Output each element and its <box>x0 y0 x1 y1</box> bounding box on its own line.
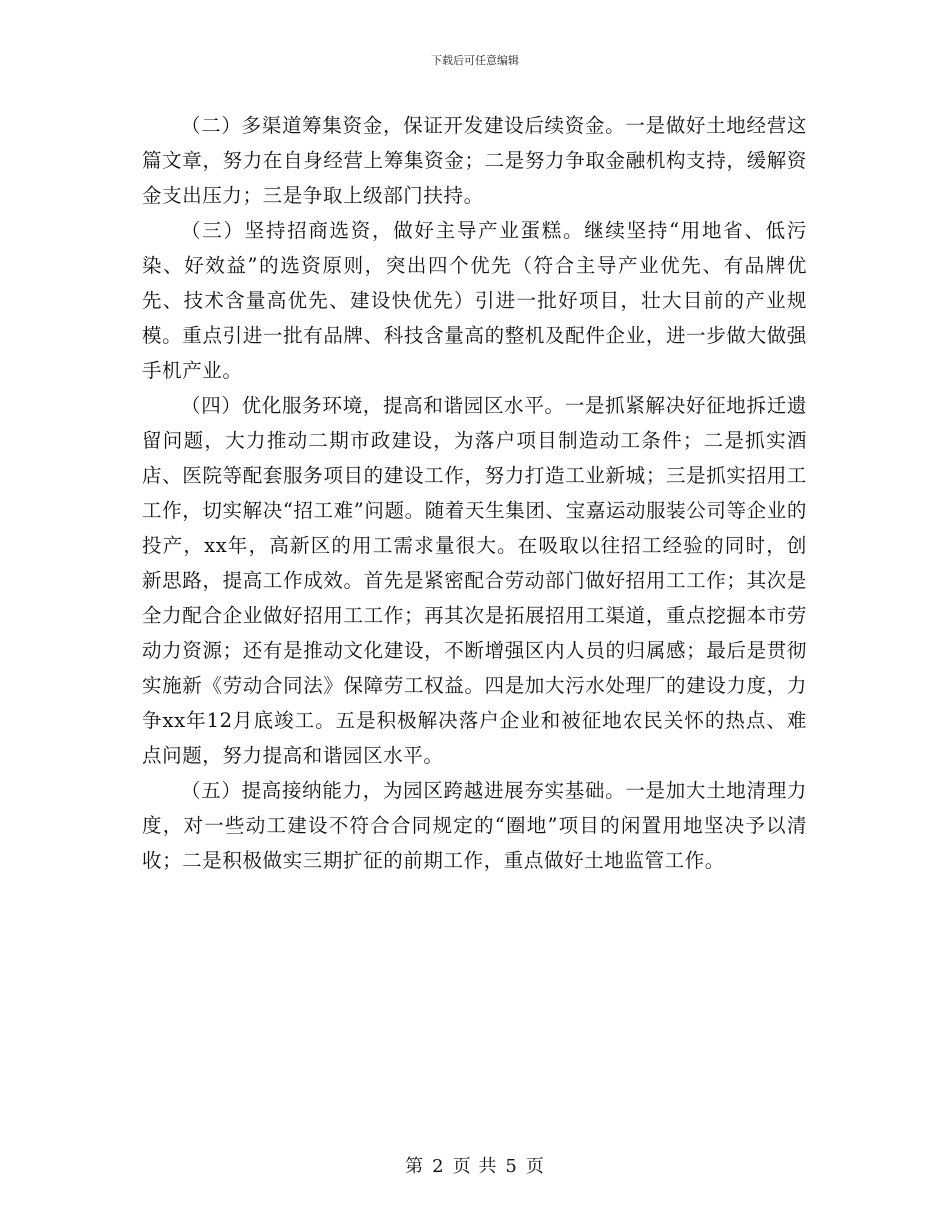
paragraph-3: （三）坚持招商选资，做好主导产业蛋糕。继续坚持“用地省、低污染、好效益”的选资原则，突出四个优先（符合主导产业优先、有品牌优先、技术含量高优先、建设快优先）引进一批好项目，壮大目前的产业规模。重点引进一批有品牌、科技含量高的整机及配件企业，进一步做大做强手机产业。 <box>142 219 807 382</box>
paragraph-5: （五）提高接纳能力，为园区跨越进展夯实基础。一是加大土地清理力度，对一些动工建设不符合合同规定的“圈地”项目的闲置用地坚决予以清收；二是积极做实三期扩征的前期工作，重点做好土地监管工作。 <box>142 779 807 872</box>
footer-total-pages: 5 <box>505 1156 518 1177</box>
footer-suffix: 页 <box>525 1156 545 1177</box>
document-body <box>142 108 807 878</box>
page-header-note: 下载后可任意编辑 <box>431 54 519 67</box>
paragraph-4: （四）优化服务环境，提高和谐园区水平。一是抓紧解决好征地拆迁遗留问题，大力推动二期市政建设，为落户项目制造动工条件；二是抓实酒店、医院等配套服务项目的建设工作，努力打造工业新城；三是抓实招用工工作，切实解决“招工难”问题。随着天生集团、宝嘉运动服装公司等企业的投产，xx年，高新区的用工需求量很大。在吸取以往招工经验的同时，创新思路，提高工作成效。首先是紧密配合劳动部门做好招用工工作；其次是全力配合企业做好招用工工作；再其次是拓展招用工渠道，重点挖掘本市劳动力资源；还有是推动文化建设，不断增强区内人员的归属感；最后是贯彻实施新《劳动合同法》保障劳工权益。四是加大污水处理厂的建设力度，力争xx年12月底竣工。五是积极解决落户企业和被征地农民关怀的热点、难点问题，努力提高和谐园区水平。 <box>142 394 807 767</box>
page-footer <box>0 1152 950 1178</box>
footer-prefix: 第 <box>405 1156 425 1177</box>
footer-middle: 页 共 <box>452 1156 498 1177</box>
footer-current-page: 2 <box>432 1156 445 1177</box>
paragraph-2: （二）多渠道筹集资金，保证开发建设后续资金。一是做好土地经营这篇文章，努力在自身经营上筹集资金；二是努力争取金融机构支持，缓解资金支出压力；三是争取上级部门扶持。 <box>142 114 807 207</box>
